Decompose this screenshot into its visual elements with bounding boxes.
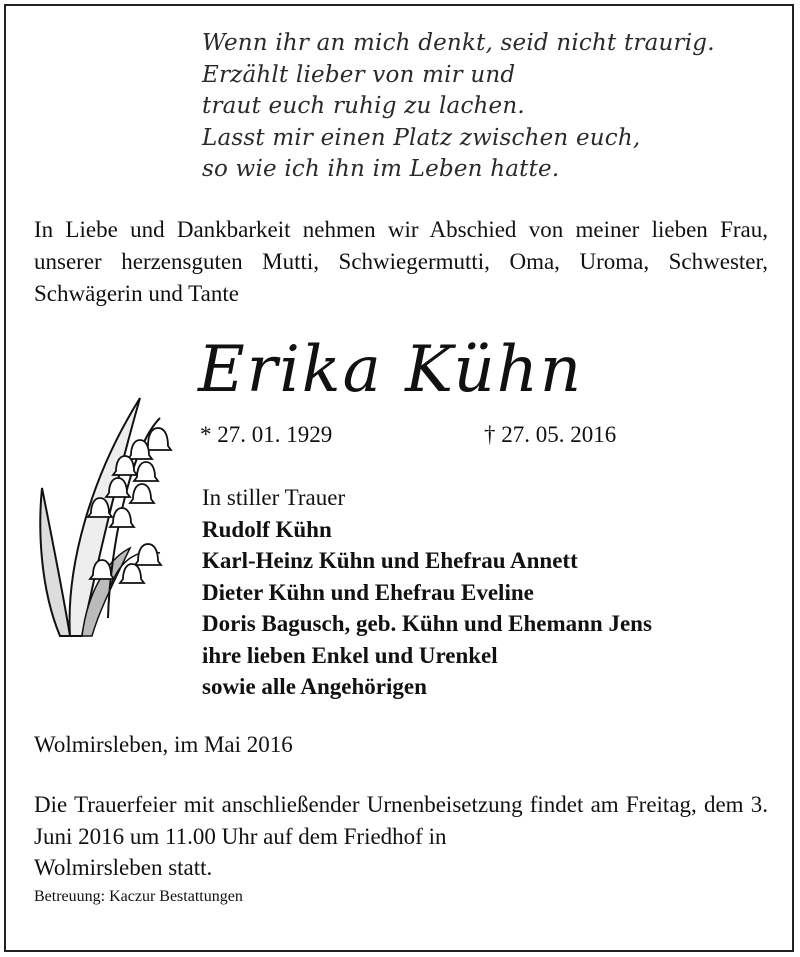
lily-of-the-valley-icon <box>30 388 190 638</box>
death-date: † 27. 05. 2016 <box>484 422 617 447</box>
mourner-name: Karl-Heinz Kühn und Ehefrau Annett <box>202 548 578 573</box>
poem-line: traut euch ruhig zu lachen. <box>202 93 525 119</box>
ceremony-info <box>34 789 768 884</box>
funeral-home-credit: Betreuung: Kaczur Bestattungen <box>34 888 243 905</box>
mourner-name: sowie alle Angehörigen <box>202 674 427 699</box>
poem <box>202 28 715 186</box>
mourner-name: Dieter Kühn und Ehefrau Eveline <box>202 579 534 605</box>
ceremony-text-end: Wolmirsleben statt. <box>34 855 213 880</box>
farewell-intro: In Liebe und Dankbarkeit nehmen wir Abschied von meiner lieben Frau, unserer herzensguten Mutti, Schwiegermutti, Oma, Uroma, Schwester, Schwägerin und Tante <box>34 217 768 306</box>
poem-line: so wie ich ihn im Leben hatte. <box>202 156 560 182</box>
mourner-name: Rudolf Kühn <box>202 516 332 542</box>
poem-line: Wenn ihr an mich denkt, seid nicht traurig. <box>202 30 715 56</box>
mourner-name: ihre lieben Enkel und Urenkel <box>202 642 498 668</box>
mourners-block <box>202 482 652 703</box>
ceremony-text: Die Trauerfeier mit anschließender Urnenbeisetzung findet am Freitag, dem 3. Juni 2016 um 11.00 Uhr auf dem Friedhof in <box>34 792 768 849</box>
mourners-intro: In stiller Trauer <box>202 485 346 510</box>
birth-date: * 27. 01. 1929 <box>200 422 333 447</box>
poem-line: Erzählt lieber von mir und <box>202 61 516 88</box>
deceased-name: Erika Kühn <box>198 333 584 407</box>
poem-line: Lasst mir einen Platz zwischen euch, <box>202 124 641 151</box>
place-and-date: Wolmirsleben, im Mai 2016 <box>34 732 293 757</box>
mourner-name: Doris Bagusch, geb. Kühn und Ehemann Jens <box>202 611 652 636</box>
